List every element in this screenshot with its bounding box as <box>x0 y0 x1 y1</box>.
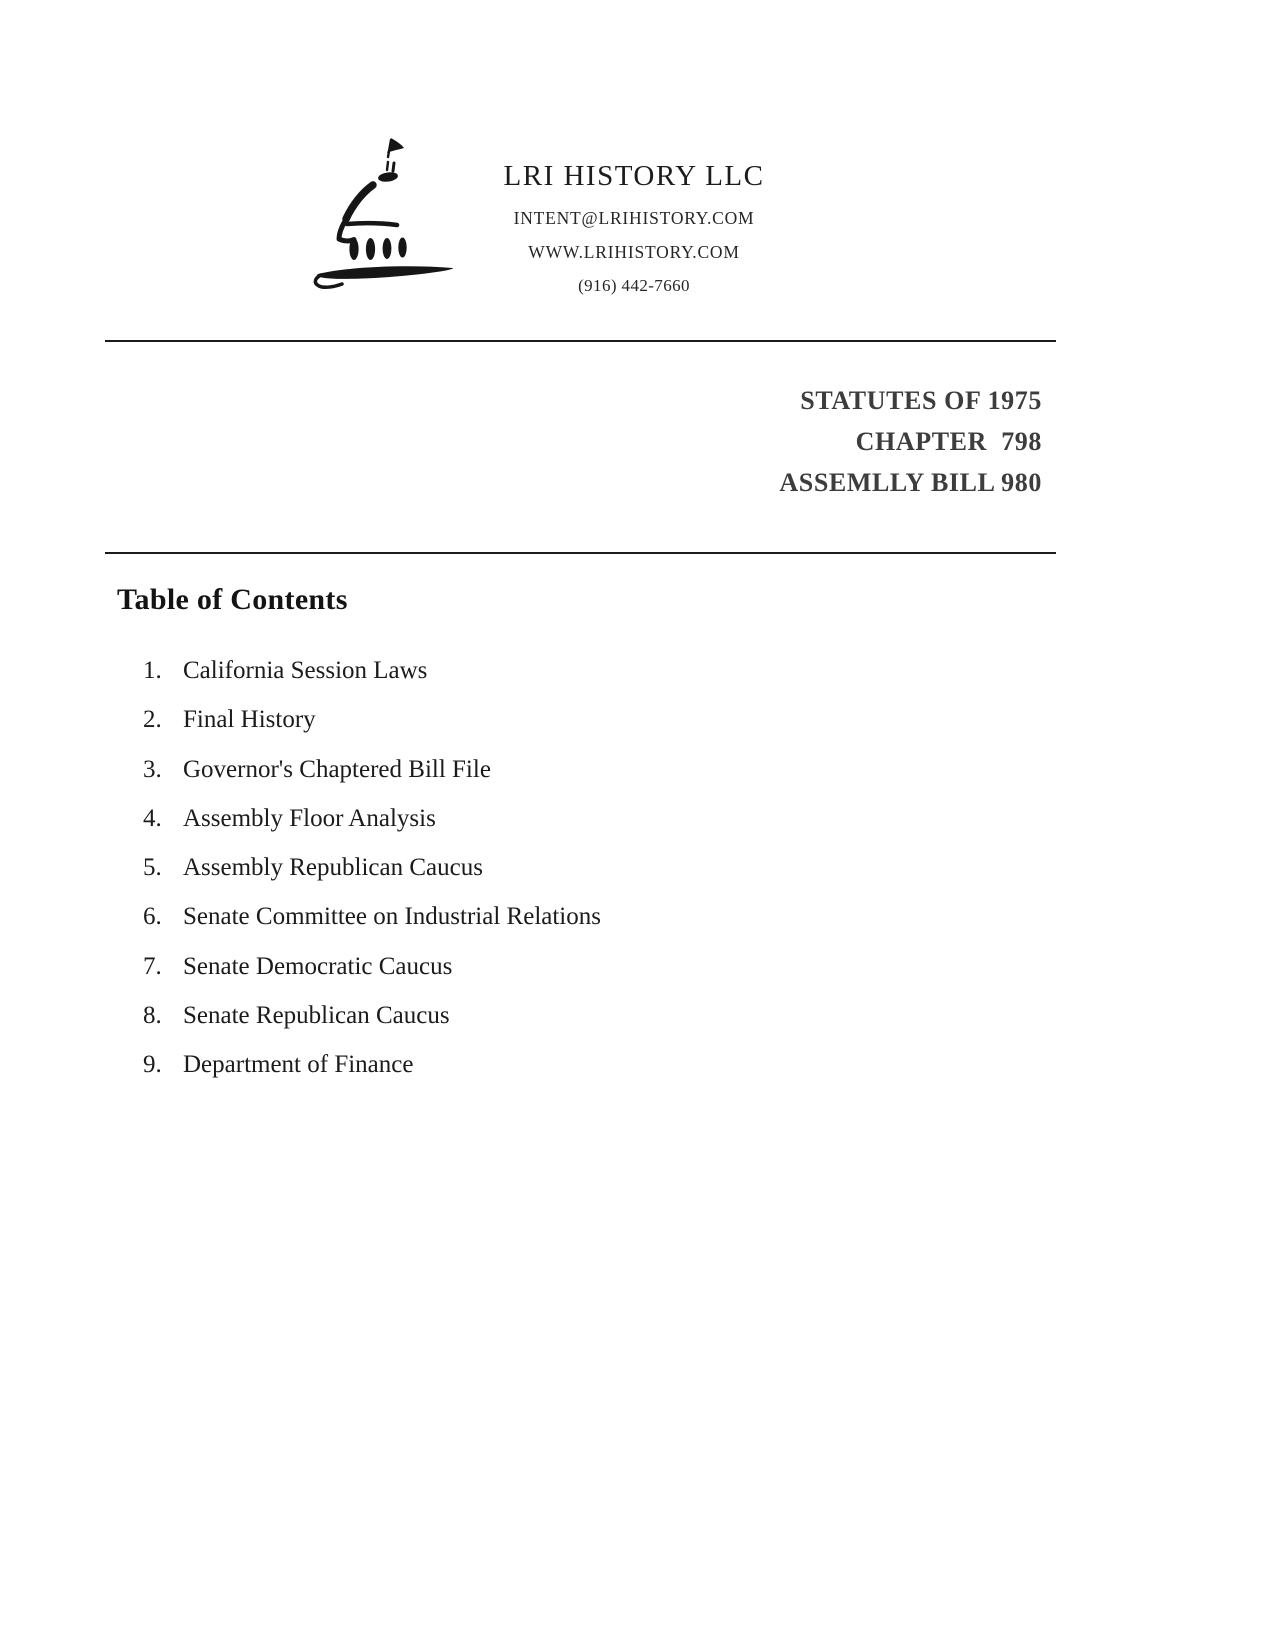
toc-item-label: Senate Committee on Industrial Relations <box>183 903 601 931</box>
toc-item <box>143 853 601 883</box>
toc-list <box>143 656 601 1100</box>
toc-item <box>143 902 601 932</box>
toc-item-label: Assembly Republican Caucus <box>183 854 483 882</box>
letterhead <box>454 160 814 296</box>
toc-item-label: California Session Laws <box>183 657 428 684</box>
toc-item <box>143 1050 601 1080</box>
toc-item-label: Governor's Chaptered Bill File <box>183 755 491 783</box>
company-email: INTENT@LRIHISTORY.COM <box>513 208 755 228</box>
toc-item-label: Senate Republican Caucus <box>183 1002 450 1030</box>
toc-item-number: 5. <box>143 854 162 882</box>
divider-top <box>105 340 1056 342</box>
toc-item <box>143 705 601 735</box>
toc-heading: Table of Contents <box>117 583 348 616</box>
toc-item <box>143 804 601 834</box>
statutes-line: STATUTES OF 1975 <box>800 386 1042 415</box>
toc-item-number: 3. <box>143 755 162 783</box>
toc-item-number: 2. <box>143 706 162 734</box>
toc-item <box>143 1001 601 1031</box>
company-phone: (916) 442-7660 <box>578 276 690 295</box>
toc-item-label: Final History <box>183 706 316 734</box>
company-name: LRI HISTORY LLC <box>503 160 765 192</box>
toc-item <box>143 755 601 785</box>
document-title-block <box>779 380 1042 503</box>
chapter-line: CHAPTER 798 <box>855 427 1042 456</box>
divider-bottom <box>105 552 1056 554</box>
toc-item-number: 6. <box>143 903 162 931</box>
toc-item-number: 7. <box>143 952 162 980</box>
toc-item-number: 9. <box>143 1051 162 1079</box>
toc-item-label: Department of Finance <box>183 1051 414 1079</box>
toc-item-label: Assembly Floor Analysis <box>183 804 436 832</box>
toc-item-label: Senate Democratic Caucus <box>183 952 453 980</box>
capitol-dome-sketch-icon <box>290 125 470 290</box>
assembly-bill-line: ASSEMLLY BILL 980 <box>779 468 1042 497</box>
toc-item <box>143 952 601 982</box>
toc-item-number: 8. <box>143 1002 162 1030</box>
toc-item <box>143 656 601 686</box>
company-website: WWW.LRIHISTORY.COM <box>528 242 740 262</box>
toc-item-number: 4. <box>143 804 162 832</box>
toc-item-number: 1. <box>143 657 162 684</box>
